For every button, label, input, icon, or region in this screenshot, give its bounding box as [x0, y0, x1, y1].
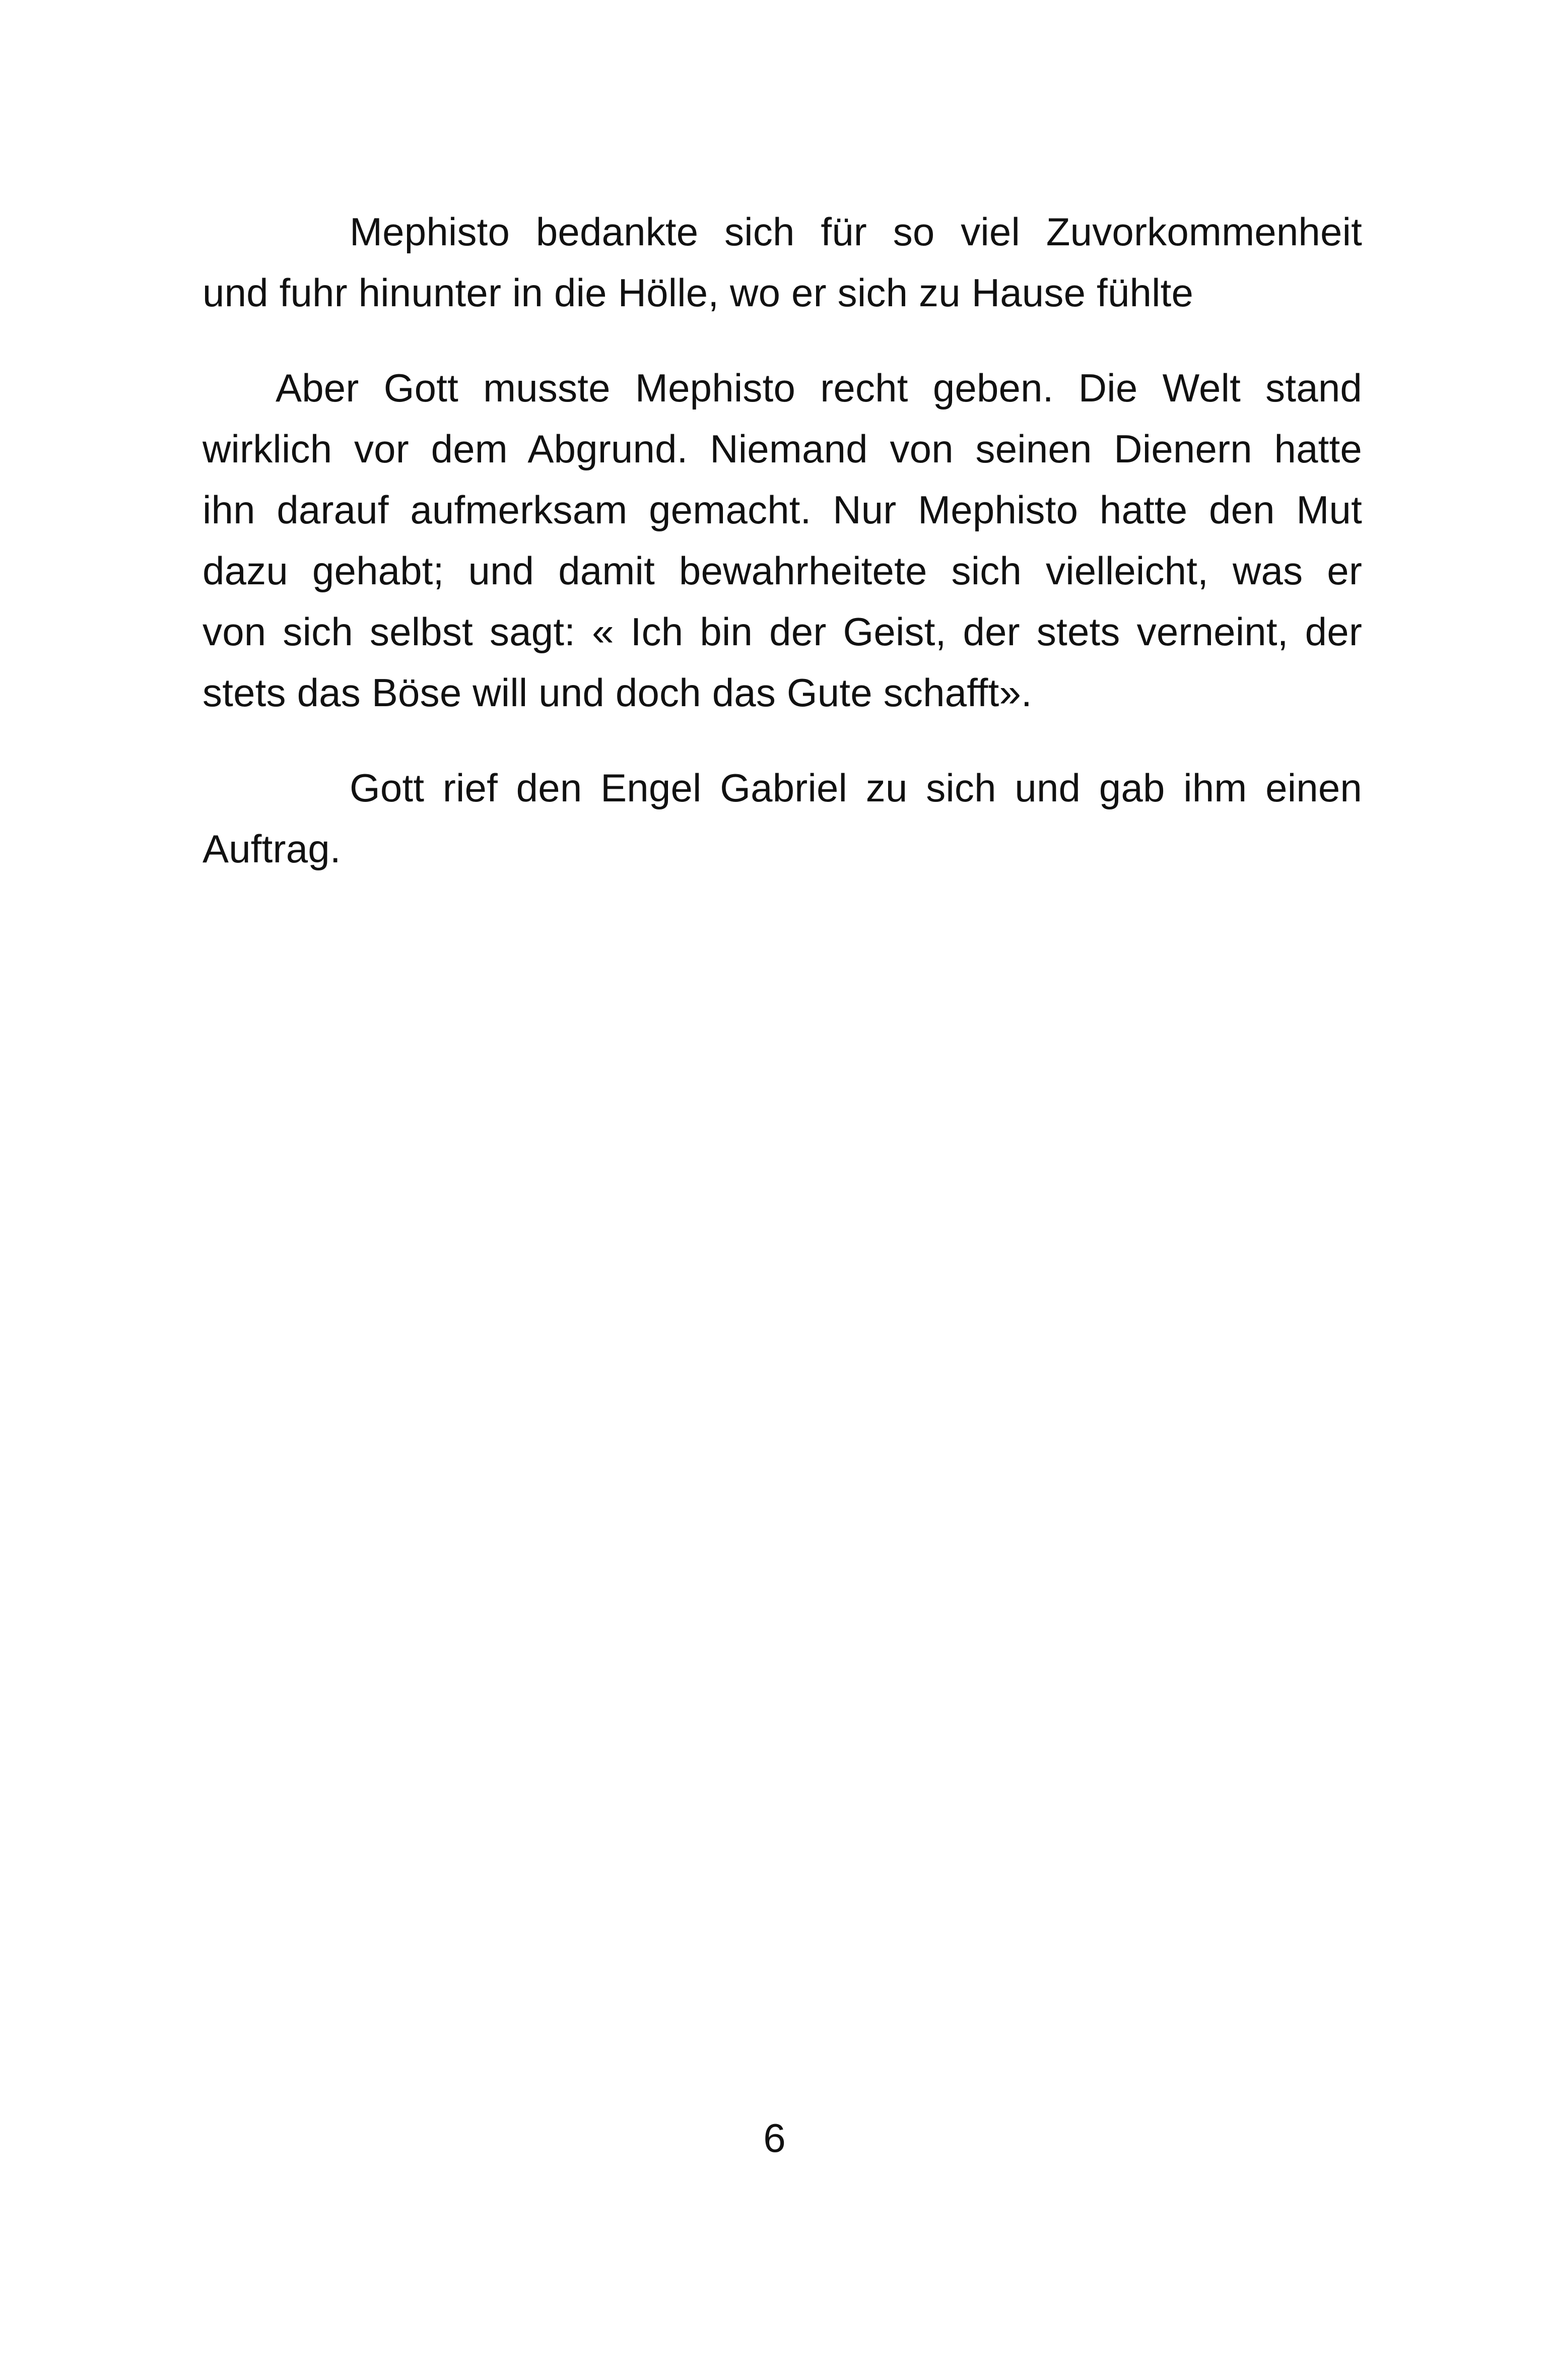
text-line: stets das Böse will und doch das Gute schafft». [203, 670, 1032, 715]
paragraph-3 [203, 758, 1362, 879]
page-number: 6 [763, 2116, 786, 2160]
text-line: Auftrag. [203, 827, 341, 871]
text-line: dazu gehabt; und damit bewahrheitete sich vielleicht, was er [203, 549, 1362, 593]
text-line: Gott rief den Engel Gabriel zu sich und gab ihm einen [350, 766, 1362, 810]
text-line: Mephisto bedankte sich für so viel Zuvorkommenheit [350, 210, 1362, 254]
text-line: Aber Gott musste Mephisto recht geben. Die Welt stand [276, 366, 1362, 410]
text-line: ihn darauf aufmerksam gemacht. Nur Mephisto hatte den Mut [203, 488, 1362, 532]
body-text [203, 201, 1362, 879]
text-line: und fuhr hinunter in die Hölle, wo er sich zu Hause fühlte [203, 270, 1194, 315]
text-line: wirklich vor dem Abgrund. Niemand von seinen Dienern hatte [203, 427, 1362, 471]
paragraph-1 [203, 201, 1362, 323]
paragraph-2 [203, 358, 1362, 723]
text-line: von sich selbst sagt: « Ich bin der Geist, der stets verneint, der [203, 609, 1362, 654]
